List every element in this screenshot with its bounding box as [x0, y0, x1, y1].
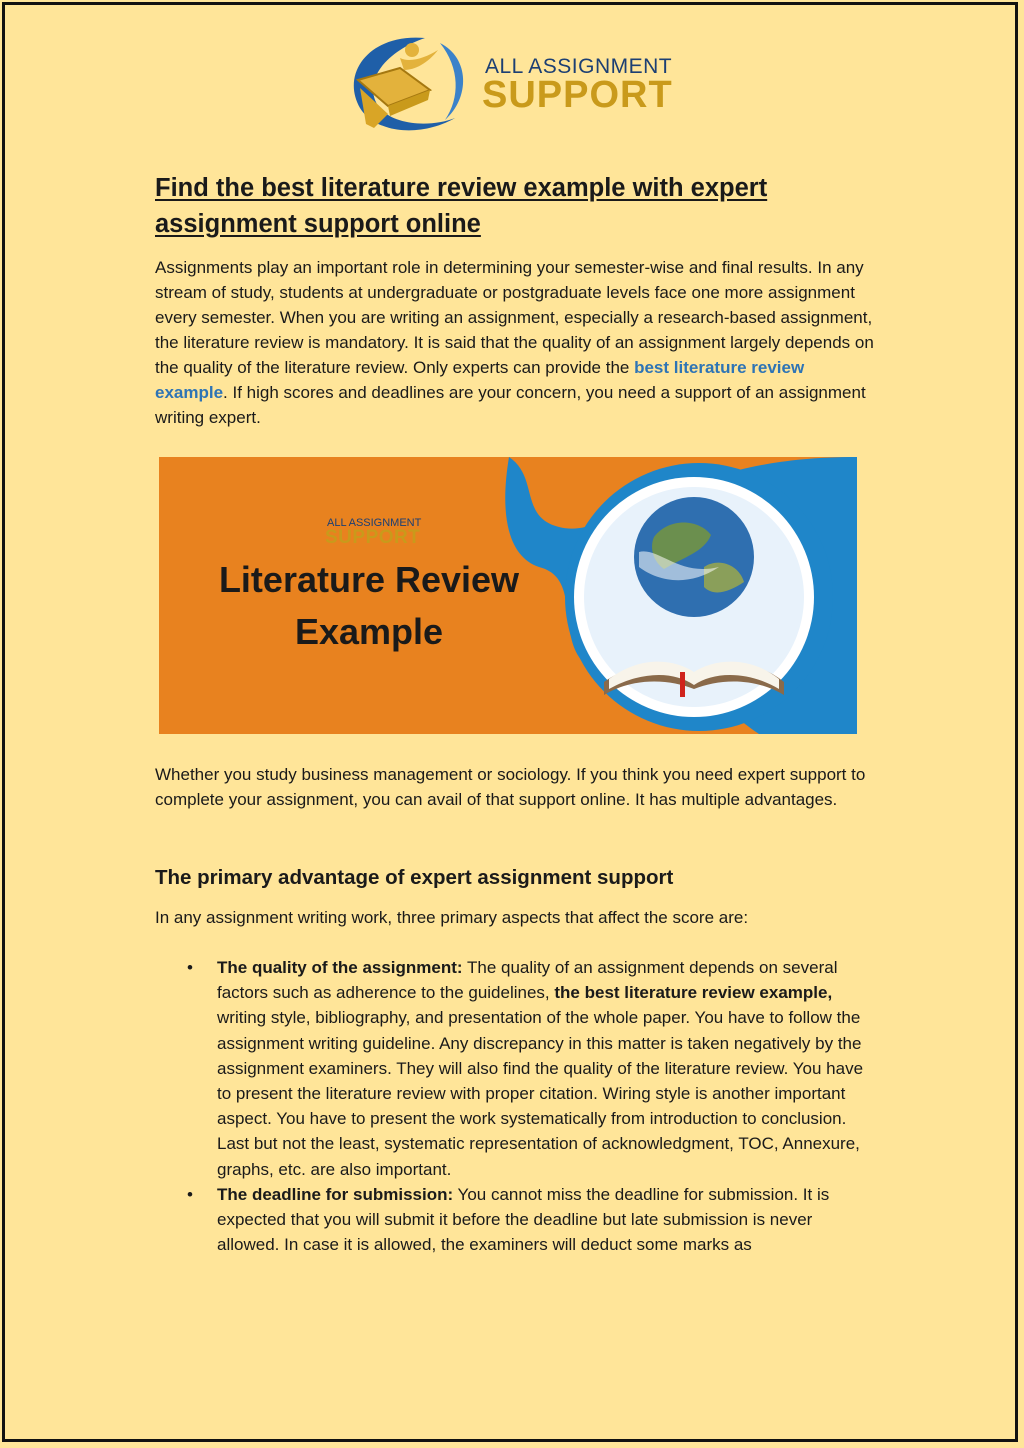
banner-logo-text-line1: ALL ASSIGNMENT: [327, 517, 422, 529]
intro-text-end: . If high scores and deadlines are your concern, you need a support of an assignment writing expert.: [155, 383, 866, 427]
support-paragraph: Whether you study business management or sociology. If you think you need expert support to complete your assignment, you can avail of that support online. It has multiple advantages.: [155, 765, 866, 809]
section-intro: In any assignment writing work, three primary aspects that affect the score are:: [155, 908, 749, 927]
section-heading: The primary advantage of expert assignment support: [155, 866, 674, 889]
bullet-marker: •: [187, 1184, 193, 1204]
list-item-label: The deadline for submission:: [217, 1184, 454, 1204]
best-literature-review-link[interactable]: best literature review example: [155, 358, 805, 402]
page-title: Find the best literature review example with expert assignment support online: [155, 174, 768, 238]
logo-text-all-assignment: ALL ASSIGNMENT: [485, 55, 673, 78]
list-item-deadline: [155, 1182, 875, 1258]
intro-paragraph: [155, 255, 875, 430]
logo-text-support: SUPPORT: [482, 74, 673, 116]
list-item-bold-text: the best literature review example,: [554, 983, 833, 1003]
literature-review-banner: [159, 457, 857, 734]
banner-logo-text-line2: SUPPORT: [325, 527, 421, 548]
bullet-marker: •: [187, 958, 193, 977]
list-item-quality: [155, 955, 875, 1182]
banner-title-line1: Literature Review: [218, 559, 520, 600]
aspects-list: [155, 955, 875, 1257]
banner-title-line2: Example: [294, 611, 444, 652]
list-item-text: You cannot miss the deadline for submission. It is expected that you will submit it before the deadline but late submission is never allowed. In case it is allowed, the examiners will deduct some marks as: [217, 1184, 830, 1255]
intro-text-start: Assignments play an important role in determining your semester-wise and final results. In any stream of study, students at undergraduate or postgraduate levels face one more assignment every semester. When you are writing an assignment, especially a research-based assignment, the literature review is mandatory. It is said that the quality of an assignment largely depends on the quality of the literature review. Only experts can provide the: [155, 258, 874, 377]
list-item-text: The quality of an assignment depends on several factors such as adherence to the guidelines,: [217, 958, 838, 1003]
list-item-label: The quality of the assignment:: [217, 958, 463, 977]
list-item-text: writing style, bibliography, and presentation of the whole paper. You have to follow the assignment writing guideline. Any discrepancy in this matter is taken negatively by the assignment examiners. They will also find the quality of the literature review. You have to present the literature review with proper citation. Wiring style is another important aspect. You have to present the work systematically from introduction to conclusion. Last but not the least, systematic representation of acknowledgment, TOC, Annexure, graphs, etc. are also important.: [217, 1008, 864, 1179]
